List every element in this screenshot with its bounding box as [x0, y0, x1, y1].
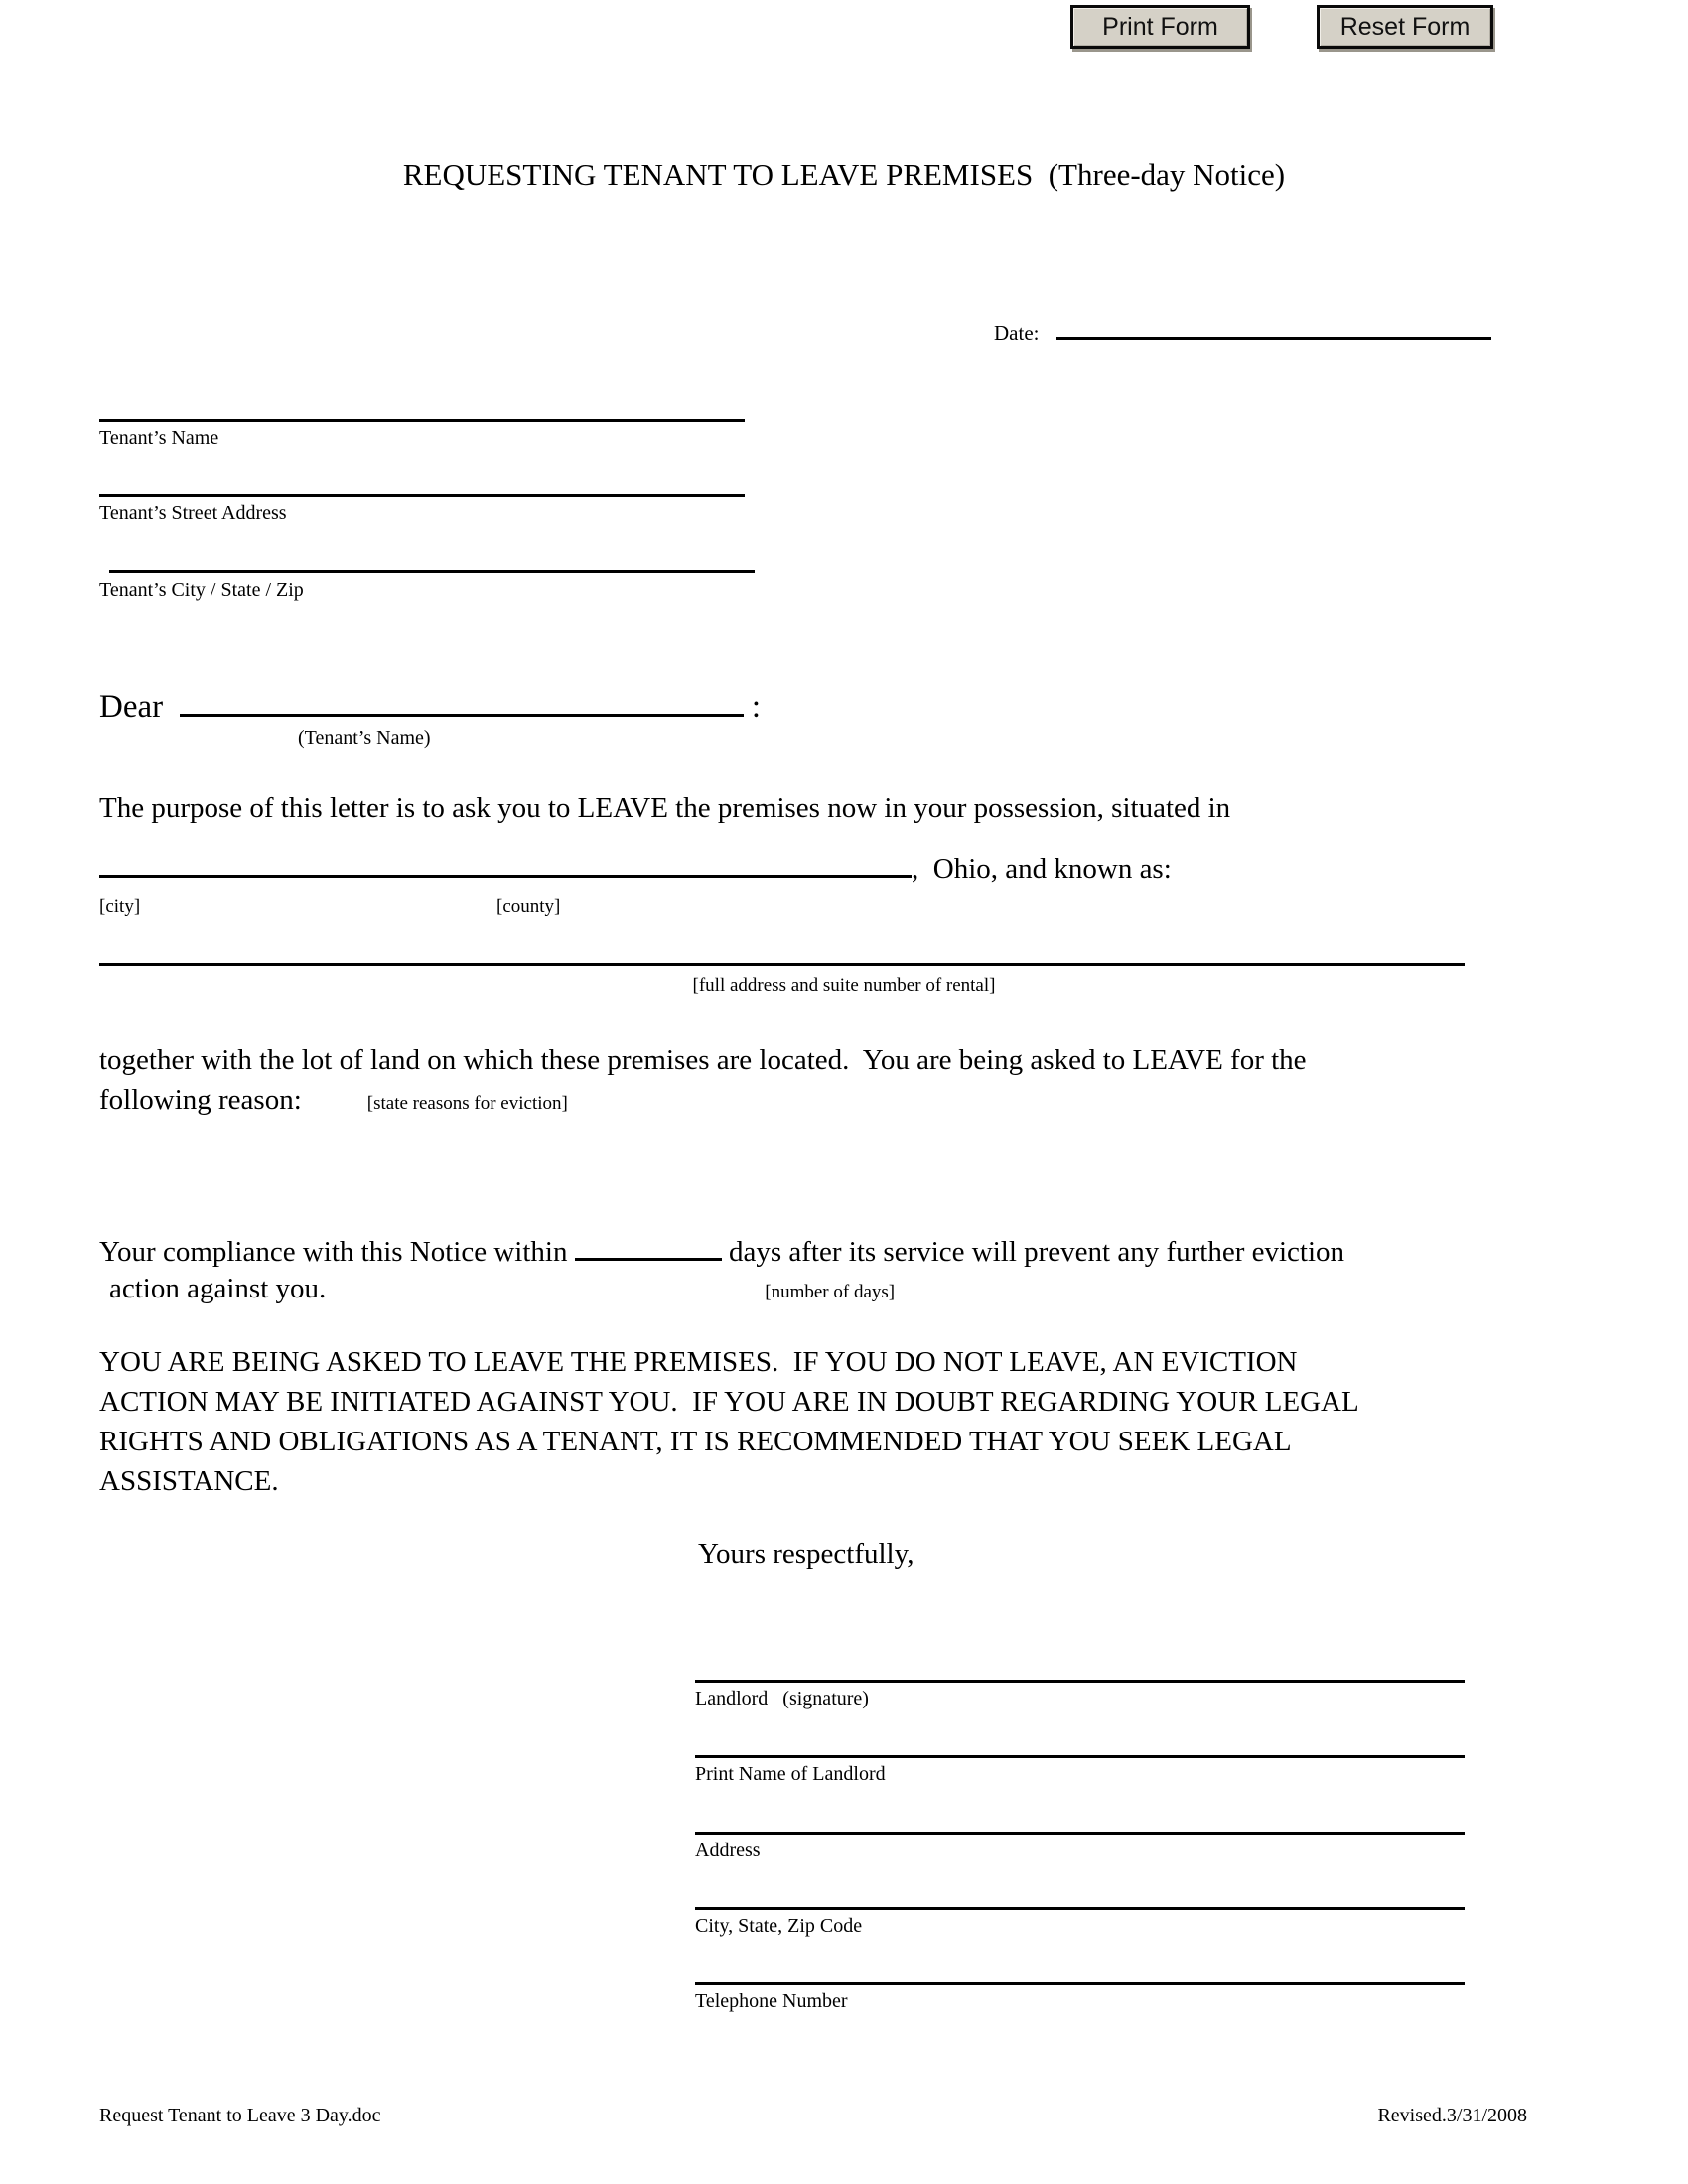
county-hint: [county]: [496, 896, 561, 917]
footer-revision-date: Revised.3/31/2008: [1377, 2105, 1527, 2126]
print-form-button[interactable]: [1070, 5, 1250, 49]
landlord-signature-label: Landlord (signature): [695, 1688, 869, 1709]
date-label: Date:: [994, 321, 1040, 344]
warning-line-4: ASSISTANCE.: [99, 1465, 279, 1497]
warning-paragraph: [99, 1342, 1569, 1501]
salutation-name-input-line[interactable]: [180, 681, 744, 717]
compliance-before-text: Your compliance with this Notice within: [99, 1236, 575, 1268]
salutation-prefix: Dear: [99, 689, 172, 725]
footer-filename: Request Tenant to Leave 3 Day.doc: [99, 2105, 381, 2126]
landlord-print-name-input-line[interactable]: [695, 1725, 1465, 1758]
following-reason-text: following reason:: [99, 1084, 302, 1116]
page-title: REQUESTING TENANT TO LEAVE PREMISES (Three-day Notice): [402, 157, 1286, 192]
salutation-row: [99, 681, 761, 726]
number-of-days-hint: [number of days]: [765, 1282, 896, 1302]
location-row: [99, 846, 1172, 888]
reasons-hint: [state reasons for eviction]: [366, 1093, 568, 1114]
compliance-line2: [109, 1269, 895, 1308]
purpose-paragraph: The purpose of this letter is to ask you to LEAVE the premises now in your possession, situated in: [99, 792, 1231, 824]
together-paragraph-line1: together with the lot of land on which these premises are located. You are being asked to LEAVE for the: [99, 1044, 1307, 1076]
landlord-print-name-label: Print Name of Landlord: [695, 1763, 886, 1785]
full-address-input-line[interactable]: [99, 933, 1465, 966]
warning-line-1: YOU ARE BEING ASKED TO LEAVE THE PREMISES. IF YOU DO NOT LEAVE, AN EVICTION: [99, 1346, 1298, 1378]
landlord-phone-input-line[interactable]: [695, 1953, 1465, 1985]
compliance-after-text: days after its service will prevent any further eviction: [721, 1236, 1345, 1268]
date-row: [994, 316, 1491, 345]
tenant-name-label: Tenant’s Name: [99, 427, 219, 449]
landlord-phone-label: Telephone Number: [695, 1990, 848, 2012]
date-input-line[interactable]: [1056, 316, 1491, 340]
reset-form-button-label: Reset Form: [1339, 12, 1471, 41]
compliance-line1: [99, 1229, 1344, 1272]
full-address-hint: [full address and suite number of rental]: [692, 975, 996, 996]
reset-form-button[interactable]: [1317, 5, 1493, 49]
landlord-city-state-zip-label: City, State, Zip Code: [695, 1915, 863, 1937]
salutation-hint: (Tenant’s Name): [298, 727, 431, 749]
location-suffix: , Ohio, and known as:: [912, 853, 1172, 885]
warning-line-3: RIGHTS AND OBLIGATIONS AS A TENANT, IT IS RECOMMENDED THAT YOU SEEK LEGAL: [99, 1426, 1292, 1457]
landlord-city-state-zip-input-line[interactable]: [695, 1877, 1465, 1910]
warning-line-2: ACTION MAY BE INITIATED AGAINST YOU. IF YOU ARE IN DOUBT REGARDING YOUR LEGAL: [99, 1386, 1359, 1418]
tenant-city-state-zip-label: Tenant’s City / State / Zip: [99, 579, 304, 601]
city-county-input-line[interactable]: [99, 846, 912, 878]
landlord-address-label: Address: [695, 1840, 761, 1861]
landlord-signature-input-line[interactable]: [695, 1650, 1465, 1683]
print-form-button-label: Print Form: [1102, 12, 1218, 41]
number-of-days-input-line[interactable]: [575, 1229, 722, 1261]
landlord-address-input-line[interactable]: [695, 1802, 1465, 1835]
tenant-city-state-zip-input-line[interactable]: [109, 540, 755, 573]
salutation-colon: :: [751, 689, 762, 725]
city-hint: [city]: [99, 896, 141, 917]
together-paragraph-line2: [99, 1080, 568, 1120]
tenant-street-label: Tenant’s Street Address: [99, 502, 287, 524]
compliance-line2-text: action against you.: [109, 1273, 327, 1304]
closing-text: Yours respectfully,: [698, 1538, 914, 1570]
tenant-street-input-line[interactable]: [99, 465, 745, 497]
tenant-name-input-line[interactable]: [99, 389, 745, 422]
